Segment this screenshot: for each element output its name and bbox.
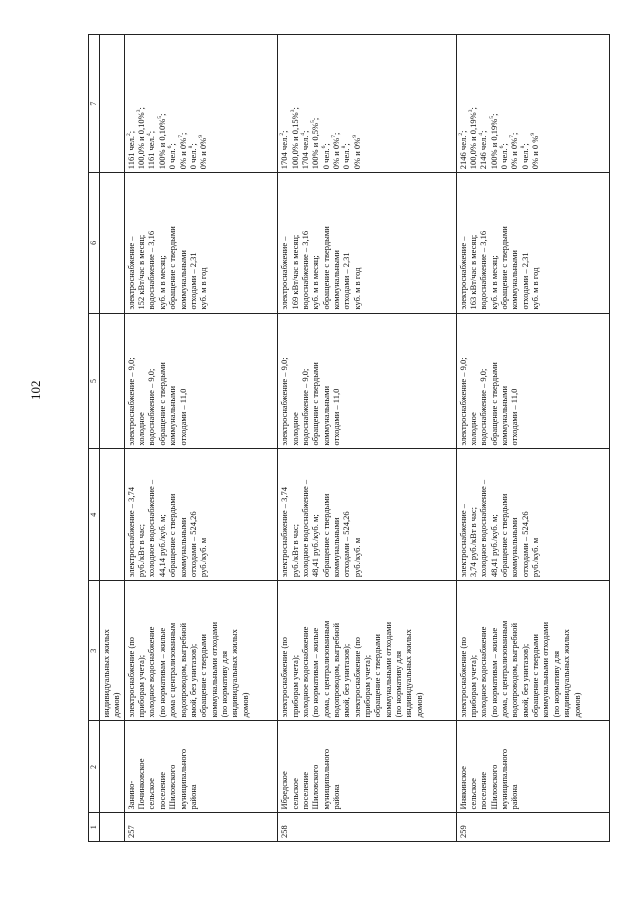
services-cell (124, 581, 277, 721)
cell-line: водоснабжение – 9,0; (478, 368, 489, 446)
tariff-table (88, 34, 610, 842)
punctuation: ; (341, 143, 352, 146)
cell-line: ямой, без унитазов); (187, 643, 198, 718)
volume-cell (456, 173, 609, 313)
punctuation: ; (457, 130, 468, 133)
growth-cell (124, 313, 277, 449)
footnote-marker: 2 (457, 132, 464, 136)
cell-line: муниципального (177, 748, 188, 810)
cell-line: Занино- (125, 780, 136, 810)
cell-line: приборам учета); (467, 654, 478, 718)
footnote-marker: 8 (519, 145, 526, 149)
footnote-marker: 5 (157, 115, 163, 119)
cell-line: поселение (156, 771, 167, 810)
population-cell (124, 35, 277, 173)
footnote-marker: 6 (320, 145, 327, 149)
population-cell (278, 35, 456, 173)
cell-line: домов) (111, 692, 122, 718)
cell-line: водоснабжение – 9,0; (146, 368, 157, 446)
population-value: 1161 чел. (125, 135, 136, 170)
population-value: 0% и 0% (177, 137, 188, 170)
cell-line: обращение с твердыми (156, 362, 167, 446)
cell-line: коммунальными (509, 517, 520, 578)
cell-line: Шиловского (310, 764, 321, 810)
cell-line: обращение с твердыми (530, 634, 541, 718)
punctuation: ; (125, 130, 136, 134)
cell-line: куб. м в год (351, 267, 362, 310)
cell-line: Шиловского (488, 764, 499, 810)
footnote-marker: 6 (499, 145, 506, 149)
cell-line: муниципального (499, 748, 509, 810)
footnote-marker: 5 (488, 115, 495, 119)
cell-line (167, 38, 177, 169)
growth-cell (278, 313, 456, 449)
cell-line: коммунальными (330, 250, 341, 310)
cell-line: 163 кВт/час в месяц; (467, 234, 478, 310)
table-row (456, 35, 609, 842)
cell-line: 3,74 руб./кВт в час; (467, 507, 478, 578)
column-number: 5 (89, 313, 100, 449)
punctuation: ; (289, 107, 300, 110)
cell-line: обращение с твердыми (167, 493, 178, 578)
population-value: 0% и 0% (351, 137, 362, 170)
footnote-marker: 3 (289, 109, 296, 113)
cell-line: 152 кВт/час в месяц; (136, 234, 147, 310)
cell-line: холодное водоснабжение (146, 626, 157, 718)
population-value: 100% и 0,19% (488, 118, 499, 170)
population-value: 100,0% и 0,19% (467, 112, 478, 170)
column-number: 3 (89, 581, 100, 721)
cell-line: холодное водоснабжение – (146, 479, 157, 578)
column-number: 4 (89, 449, 100, 581)
cell-line: индивидуальных жилых (229, 629, 240, 718)
population-value: 100% и 0,5% (310, 122, 321, 170)
cell-line: района (330, 784, 341, 810)
punctuation: ; (488, 113, 499, 116)
footnote-marker: 9 (351, 134, 358, 138)
population-value: 0 чел. (187, 148, 198, 170)
column-number: 1 (89, 813, 100, 842)
population-value: 0% и 0% (198, 137, 209, 170)
cell-line: электроснабжение (по (351, 636, 362, 718)
cell-line: обращение с твердыми (167, 226, 178, 310)
cell-line: куб. м в месяц; (488, 255, 499, 310)
cell-line: куб. м в год (530, 267, 541, 310)
cell-line: Инякинское (457, 766, 468, 810)
tariffs-cell (124, 449, 277, 581)
cell-line: 48,41 руб./куб. м; (488, 514, 499, 578)
cell-line: водоснабжение – 3,16 (299, 230, 310, 310)
cell-line: поселение (478, 771, 489, 810)
cell-line: водоснабжение – 3,16 (146, 230, 157, 310)
footnote-marker: 6 (167, 145, 174, 149)
volume-cell (278, 173, 456, 313)
footnote-marker: 3 (468, 109, 475, 113)
column-number-row (89, 35, 100, 842)
punctuation: ; (299, 130, 310, 133)
cell-line: сельское (289, 778, 300, 810)
population-value: 0% и 0% (330, 137, 341, 170)
cell-line: отходами – 11,0 (330, 388, 341, 446)
cell-line: обращение с твердыми (499, 226, 509, 310)
cell-line: обращение с твердыми (488, 362, 499, 446)
cell-line: руб./кВт в час; (289, 524, 300, 578)
punctuation: ; (478, 130, 489, 133)
population-value: 100% и 0,10% (156, 118, 167, 170)
cell-line (530, 38, 540, 169)
cell-line (341, 38, 351, 169)
cell-line: электроснабжение (по (457, 636, 468, 718)
population-value: 0 чел. (499, 148, 509, 170)
cell-line: ямой, без унитазов); (519, 643, 530, 718)
footnote-marker: 5 (310, 120, 317, 123)
population-value: 0 чел. (320, 148, 331, 170)
cell-line (478, 38, 488, 169)
population-value: 0% и 0 % (530, 135, 541, 170)
table-row (124, 35, 277, 842)
column-number: 2 (89, 721, 100, 813)
municipality-cell (456, 721, 609, 813)
cell-line (126, 38, 136, 169)
cell-line: электроснабжение – (125, 236, 136, 310)
cell-line (178, 38, 188, 169)
cell-line: электроснабжение – (457, 504, 468, 578)
cell-line: отходами – 2,31 (519, 252, 530, 310)
cell-line: индивидуальных жилых (100, 629, 111, 718)
cell-line: холодное (136, 412, 147, 446)
table-row (278, 35, 456, 842)
footnote-marker: 8 (341, 145, 348, 149)
cell-line: дома с централизованным (167, 622, 178, 718)
cell-line: отходами – 11,0 (509, 388, 520, 446)
cell-line: 169 кВт/час в месяц; (289, 234, 300, 310)
punctuation: ; (320, 143, 331, 146)
cell-line: коммунальными (177, 250, 188, 310)
services-cell (278, 581, 456, 721)
cell-line: водоснабжение – 9,0; (299, 368, 310, 446)
punctuation: ; (310, 117, 321, 121)
municipality-cell (124, 721, 277, 813)
cell-line: руб./куб. м (530, 537, 541, 578)
cell-line: водоснабжение – 3,16 (478, 230, 489, 310)
cell-line: холодное (467, 412, 478, 446)
cell-line: отходами – 2,31 (341, 252, 352, 310)
cell-line: коммунальными отходами (382, 621, 393, 718)
cell-line: холодное водоснабжение – (299, 479, 310, 578)
cell-line: электроснабжение – 3,74 (279, 487, 290, 578)
continued-row (99, 35, 124, 842)
population-value: 100,0% и 0,10% (136, 112, 147, 170)
cell-line: руб./куб. м (351, 537, 362, 578)
cell-line: Шиловского (167, 764, 178, 810)
cell-line: коммунальными (320, 386, 331, 446)
cell-line: домов) (571, 692, 582, 718)
municipality-cell (278, 721, 456, 813)
cell-line (290, 38, 300, 169)
punctuation: ; (167, 143, 178, 146)
footnote-marker: 9 (198, 134, 205, 138)
punctuation: ; (156, 113, 167, 116)
cell-line: поселение (299, 771, 310, 810)
cell-line: куб. м в месяц; (156, 255, 167, 310)
punctuation: ; (136, 107, 147, 110)
column-number: 7 (89, 35, 100, 173)
footnote-marker: 3 (136, 109, 143, 113)
cell-line (279, 38, 289, 169)
cell-line (352, 38, 362, 169)
cell-line: отходами – 524,26 (519, 511, 530, 578)
continued-services-cell (99, 581, 124, 721)
punctuation: ; (519, 143, 530, 146)
footnote-marker: 4 (478, 132, 485, 136)
tariffs-cell (278, 449, 456, 581)
cell-line: холодное водоснабжение (478, 626, 489, 718)
cell-line: домов) (413, 692, 424, 718)
cell-line: 44,14 руб./куб. м; (156, 514, 167, 578)
punctuation: ; (146, 130, 157, 134)
cell-line: обращение с твердыми (372, 634, 383, 718)
population-value: 1161 чел. (146, 135, 157, 170)
cell-line: обращение с твердыми (198, 634, 209, 718)
cell-line: электроснабжение – (279, 236, 290, 310)
punctuation: ; (187, 143, 198, 146)
cell-line (188, 38, 198, 169)
footnote-marker: 4 (146, 133, 153, 136)
cell-line: сельское (146, 778, 157, 810)
cell-line: холодное водоснабжение (299, 626, 310, 718)
footnote-marker: 8 (188, 145, 195, 149)
cell-line: отходами – 524,26 (341, 511, 352, 578)
cell-line (509, 38, 519, 169)
row-number-cell: 259 (456, 813, 609, 842)
population-value: 1704 чел. (279, 135, 290, 170)
cell-line: электроснабжение (по (125, 636, 136, 718)
cell-line: коммунальными (499, 386, 509, 446)
population-value: 0% и 0% (509, 137, 520, 170)
cell-line: дома, с централизованным (499, 620, 509, 718)
cell-line: холодное водоснабжение – (478, 479, 489, 578)
cell-line: коммунальными отходами (540, 621, 551, 718)
cell-line: Починковское (136, 758, 147, 810)
punctuation: ; (279, 130, 290, 133)
cell-line: индивидуальных жилых (403, 629, 414, 718)
tariff-table-rotated (88, 34, 610, 842)
cell-line: обращение с твердыми (320, 493, 331, 578)
cell-line: электроснабжение – 9,0; (279, 357, 290, 446)
cell-line (468, 38, 478, 169)
cell-line: индивидуальных жилых (561, 629, 572, 718)
cell-line: электроснабжение – 9,0; (457, 357, 468, 446)
cell-line: электроснабжение – 9,0; (125, 357, 136, 446)
cell-line: водопроводом, выгребной (509, 622, 520, 718)
cell-line: холодное (289, 412, 300, 446)
cell-line: приборам учета); (289, 654, 300, 718)
cell-line: приборам учета); (362, 654, 373, 718)
growth-cell (456, 313, 609, 449)
cell-line: электроснабжение (по (279, 636, 290, 718)
footnote-marker: 7 (331, 134, 338, 138)
population-value: 1704 чел. (299, 135, 310, 170)
cell-line: обращение с твердыми (499, 493, 509, 578)
page-number: 102 (28, 380, 43, 400)
cell-line (300, 38, 310, 169)
footnote-marker: 4 (300, 132, 307, 136)
population-cell (456, 35, 609, 173)
cell-line: руб./кВт в час; (136, 524, 147, 578)
cell-line: (по нормативу для (550, 651, 561, 718)
cell-line: дома, с централизованным (320, 620, 331, 718)
cell-line (198, 38, 208, 169)
volume-cell (124, 173, 277, 313)
cell-line (458, 38, 468, 169)
cell-line: отходами – 2,31 (187, 252, 198, 310)
cell-line: куб. м в месяц; (310, 255, 321, 310)
population-value: 100,0% и 0,15% (289, 112, 300, 170)
cell-line (321, 38, 331, 169)
cell-line: коммунальными (330, 517, 341, 578)
cell-line (520, 38, 530, 169)
cell-line: руб./куб. м (198, 537, 209, 578)
cell-line: района (509, 784, 520, 810)
cell-line: коммунальными (509, 250, 520, 310)
cell-line: (по нормативу для (218, 651, 229, 718)
tariffs-cell (456, 449, 609, 581)
cell-line: коммунальными отходами (208, 621, 219, 718)
cell-line: обращение с твердыми (320, 226, 331, 310)
cell-line: отходами – 11,0 (177, 388, 188, 446)
footnote-marker: 2 (125, 133, 132, 136)
population-value: 2146 чел. (478, 135, 489, 170)
services-cell (456, 581, 609, 721)
cell-line: водопроводом, выгребной (177, 622, 188, 718)
punctuation: ; (177, 132, 188, 135)
cell-line: Ибредское (279, 771, 290, 810)
footnote-marker: 9 (530, 132, 537, 136)
population-value: 0 чел. (167, 148, 178, 170)
cell-line: ямой, без унитазов); (341, 643, 352, 718)
cell-line: (по нормативам – жилые (310, 627, 321, 718)
punctuation: ; (499, 143, 509, 146)
row-number-cell: 257 (124, 813, 277, 842)
footnote-marker: 7 (177, 134, 184, 138)
cell-line (146, 38, 156, 169)
cell-line: обращение с твердыми (310, 362, 321, 446)
cell-line: куб. м в год (198, 267, 209, 310)
cell-line: (по нормативу для (393, 651, 404, 718)
cell-line (499, 38, 509, 169)
cell-line: коммунальными (167, 386, 178, 446)
population-value: 2146 чел. (457, 135, 468, 170)
cell-line (136, 38, 146, 169)
footnote-marker: 7 (509, 134, 516, 138)
cell-line (489, 38, 499, 169)
cell-line (310, 38, 320, 169)
cell-line: домов) (239, 692, 250, 718)
cell-line (157, 38, 167, 169)
cell-line: коммунальными (177, 517, 188, 578)
cell-line: (по нормативам – жилые (156, 627, 167, 718)
cell-line: отходами – 524,26 (187, 511, 198, 578)
column-number: 6 (89, 173, 100, 313)
cell-line: района (187, 784, 198, 810)
cell-line: сельское (467, 778, 478, 810)
row-number-cell: 258 (278, 813, 456, 842)
cell-line: электроснабжение – (457, 236, 468, 310)
cell-line: муниципального (320, 748, 331, 810)
cell-line: (по нормативам – жилые (488, 627, 499, 718)
punctuation: ; (330, 132, 341, 135)
punctuation: ; (467, 107, 478, 110)
footnote-marker: 2 (279, 132, 286, 136)
cell-line: 48,41 руб./куб. м; (310, 514, 321, 578)
cell-line: электроснабжение – 3,74 (125, 487, 136, 578)
population-value: 0 чел. (519, 148, 530, 170)
cell-line: приборам учета); (136, 654, 147, 718)
cell-line: водопроводом, выгребной (330, 622, 341, 718)
punctuation: ; (509, 132, 520, 135)
cell-line (331, 38, 341, 169)
population-value: 0 чел. (341, 148, 352, 170)
